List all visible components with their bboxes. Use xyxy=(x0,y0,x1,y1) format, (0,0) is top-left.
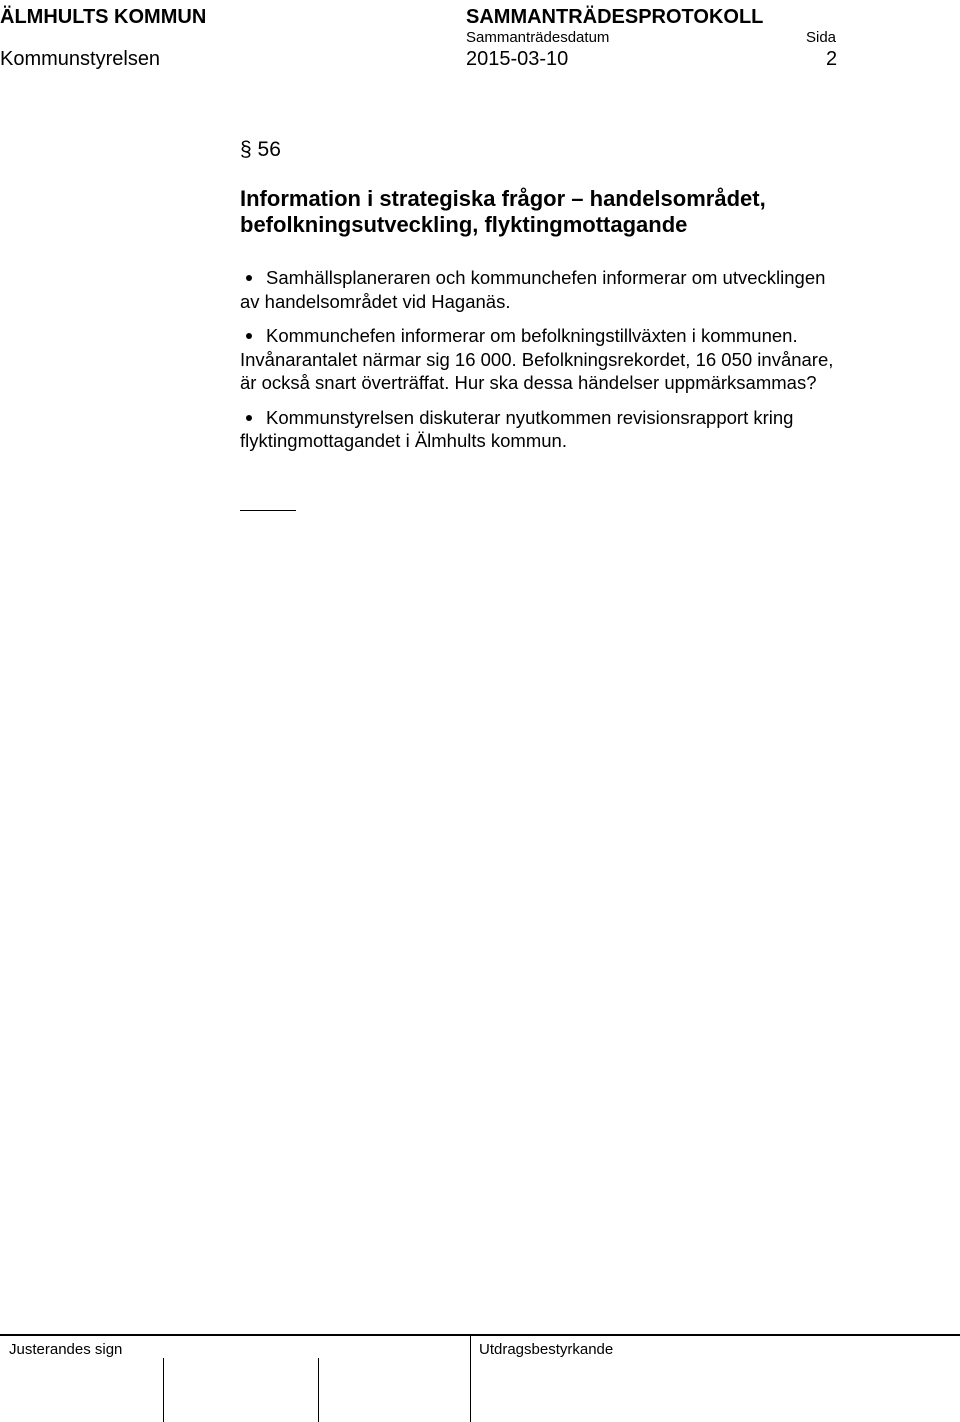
list-item xyxy=(240,266,850,313)
protocol-title: SAMMANTRÄDESPROTOKOLL xyxy=(466,6,764,28)
page-number: 2 xyxy=(826,48,838,70)
certification-label: Utdragsbestyrkande xyxy=(479,1341,614,1358)
list-item-text: Samhällsplaneraren och kommunchefen informerar om utvecklingen av handelsområdet vid Haganäs. xyxy=(240,267,826,312)
bullet-icon xyxy=(246,333,252,339)
municipality-name: ÄLMHULTS KOMMUN xyxy=(0,6,207,28)
page-label: Sida xyxy=(806,29,837,46)
bullet-icon xyxy=(246,275,252,281)
section-title: Information i strategiska frågor – handelsområdet, befolkningsutveckling, flyktingmottagande xyxy=(240,186,766,237)
footer-divider xyxy=(470,1336,471,1422)
bullet-icon xyxy=(246,415,252,421)
footer xyxy=(0,1334,960,1422)
initials-label: Justerandes sign xyxy=(9,1341,123,1358)
section-end-divider xyxy=(240,510,296,511)
signature-box-divider xyxy=(318,1358,319,1422)
signature-box-divider xyxy=(163,1358,164,1422)
list-item-text: Kommunstyrelsen diskuterar nyutkommen revisionsrapport kring flyktingmottagandet i Älmhults kommun. xyxy=(240,406,794,451)
meeting-date-label: Sammanträdesdatum xyxy=(466,29,610,46)
list-item xyxy=(240,324,850,395)
board-name: Kommunstyrelsen xyxy=(0,48,161,70)
list-item-text: Kommunchefen informerar om befolkningstillväxten i kommunen. Invånarantalet närmar sig 16 000. Befolkningsrekordet, 16 050 invånare, är också snart överträffat. Hur ska dessa händelser uppmärksammas? xyxy=(240,325,834,393)
bullet-list xyxy=(240,266,850,464)
list-item xyxy=(240,406,850,453)
section-number: § 56 xyxy=(240,138,281,161)
meeting-date: 2015-03-10 xyxy=(466,48,569,70)
